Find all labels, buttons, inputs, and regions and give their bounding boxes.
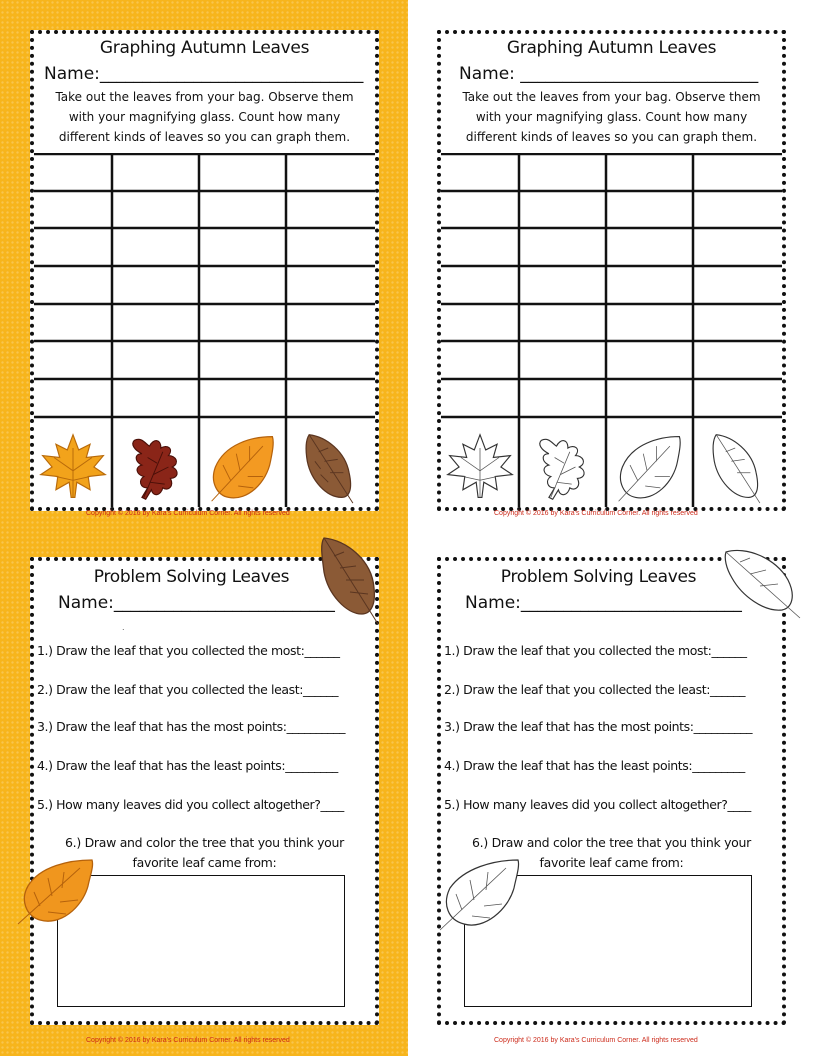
question-2: 2.) Draw the leaf that you collected the least:______: [37, 682, 339, 697]
graphing-card-bw: [437, 30, 786, 511]
maple-leaf-outline-icon: [441, 429, 519, 505]
name-field[interactable]: Name:__________________________: [465, 593, 742, 613]
question-1: 1.) Draw the leaf that you collected the most:______: [444, 643, 747, 658]
copyright-text: Copyright © 2016 by Kara's Curriculum Corner. All rights reserved: [494, 510, 698, 517]
elm-leaf-outline-icon: [700, 429, 778, 505]
birch-leaf-outline-icon: [610, 429, 688, 505]
question-5: 5.) How many leaves did you collect altogether?____: [444, 797, 751, 812]
orange-leaf-icon: [14, 856, 96, 926]
card-title: Graphing Autumn Leaves: [506, 38, 717, 58]
question-3: 3.) Draw the leaf that has the most points:__________: [444, 719, 753, 734]
question-3: 3.) Draw the leaf that has the most points:__________: [37, 719, 346, 734]
oak-leaf-icon: [120, 429, 198, 505]
card-title: Problem Solving Leaves: [500, 567, 697, 587]
elm-leaf-outline-icon: [722, 544, 802, 622]
question-4: 4.) Draw the leaf that has the least points:_________: [37, 758, 338, 773]
card-title: Problem Solving Leaves: [93, 567, 290, 587]
copyright-text: Copyright © 2016 by Kara's Curriculum Corner. All rights reserved: [86, 1037, 290, 1044]
copyright-text: Copyright © 2016 by Kara's Curriculum Corner. All rights reserved: [494, 1037, 698, 1044]
question-4: 4.) Draw the leaf that has the least points:_________: [444, 758, 745, 773]
brown-leaf-icon: [316, 534, 382, 626]
oak-leaf-outline-icon: [527, 429, 605, 505]
stray-dot: .: [122, 623, 125, 632]
graph-grid[interactable]: [34, 153, 375, 507]
question-6: 6.) Draw and color the tree that you think your favorite leaf came from:: [472, 835, 751, 870]
elm-leaf-icon: [293, 429, 371, 505]
name-field[interactable]: Name:__________________________: [58, 593, 335, 613]
name-field[interactable]: Name:_______________________________: [44, 64, 364, 84]
graph-grid[interactable]: [441, 153, 782, 507]
copyright-text: Copyright © 2016 by Kara's Curriculum Corner. All rights reserved: [86, 510, 290, 517]
problem-solving-card-bw: [437, 557, 786, 1025]
maple-leaf-icon: [34, 429, 112, 505]
graphing-card-color: [30, 30, 379, 511]
question-2: 2.) Draw the leaf that you collected the least:______: [444, 682, 746, 697]
question-1: 1.) Draw the leaf that you collected the most:______: [37, 643, 340, 658]
drawing-box[interactable]: [57, 875, 345, 1007]
card-title: Graphing Autumn Leaves: [99, 38, 310, 58]
question-5: 5.) How many leaves did you collect altogether?____: [37, 797, 344, 812]
name-field[interactable]: Name: ____________________________: [459, 64, 759, 84]
question-6: 6.) Draw and color the tree that you think your favorite leaf came from:: [65, 835, 344, 870]
birch-leaf-icon: [203, 429, 281, 505]
instructions-text: Take out the leaves from your bag. Observe them with your magnifying glass. Count how many different kinds of leaves so you can graph them.: [462, 90, 761, 144]
problem-solving-card-color: [30, 557, 379, 1025]
birch-leaf-outline-icon: [436, 856, 522, 932]
instructions-text: Take out the leaves from your bag. Observe them with your magnifying glass. Count how many different kinds of leaves so you can graph them.: [55, 90, 354, 144]
